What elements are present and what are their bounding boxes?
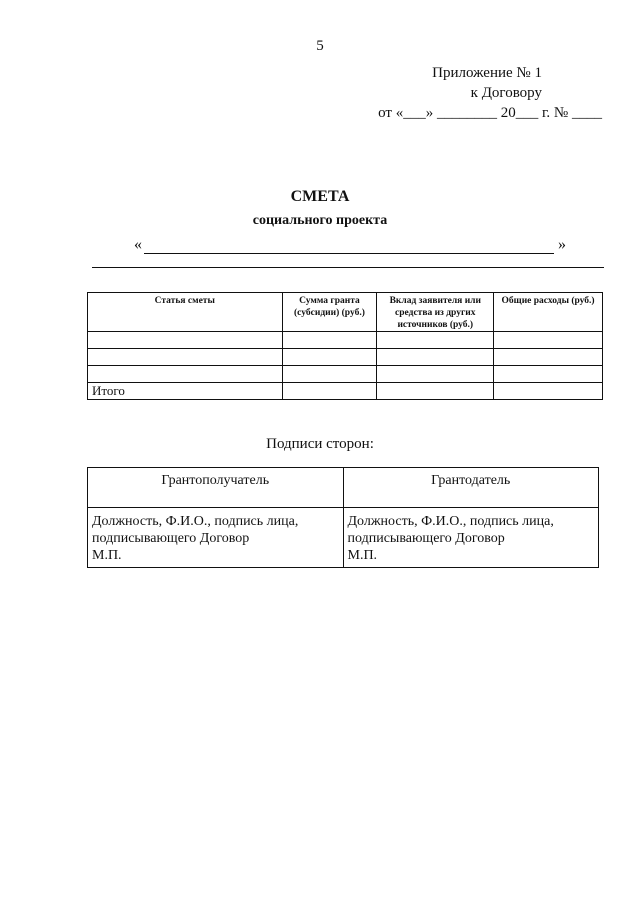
table-cell [88,366,283,383]
table-cell [494,366,603,383]
table-cell [377,332,494,349]
appendix-line-3: от «___» ________ 20___ г. № ____ [378,105,602,121]
table-row [88,349,603,366]
table-cell [88,332,283,349]
grantee-line-3: М.П. [92,548,122,563]
page-number: 5 [316,38,324,54]
grantee-header: Грантополучатель [88,468,344,508]
quote-close: » [558,236,566,253]
table-cell [494,383,603,400]
table-cell [377,366,494,383]
signatures-table [87,467,599,568]
grantor-line-1: Должность, Ф.И.О., подпись лица, [347,514,554,529]
table-total-row [88,383,603,400]
table-cell [282,349,377,366]
horizontal-rule [92,267,604,268]
table-cell [282,332,377,349]
header-grant-amount: Сумма гранта (субсидии) (руб.) [282,293,377,332]
table-cell [377,349,494,366]
estimate-table [87,292,603,400]
appendix-block [378,63,602,123]
header-applicant-contribution: Вклад заявителя или средства из других источников (руб.) [377,293,494,332]
signatures-title: Подписи сторон: [266,436,374,452]
table-cell [377,383,494,400]
grantor-line-3: М.П. [347,548,378,563]
quote-open: « [134,236,142,253]
header-total-expenses: Общие расходы (руб.) [494,293,603,332]
table-row [88,366,603,383]
grantee-line-2: подписывающего Договор [92,531,250,546]
grantor-signature-block [343,508,599,568]
grantor-header: Грантодатель [343,468,599,508]
table-cell [88,349,283,366]
table-cell [282,383,377,400]
table-cell [494,332,603,349]
project-name-underline [144,253,554,254]
grantee-line-1: Должность, Ф.И.О., подпись лица, [92,514,299,529]
table-cell [282,366,377,383]
table-row [88,332,603,349]
document-subtitle: социального проекта [252,213,388,228]
signatures-body-row [88,508,599,568]
appendix-line-2: к Договору [470,85,542,101]
table-cell [494,349,603,366]
signatures-header-row [88,468,599,508]
header-item: Статья сметы [88,293,283,332]
grantor-line-2: подписывающего Договор [347,531,505,546]
estimate-header-row [88,293,603,332]
total-label: Итого [88,383,283,400]
document-title: СМЕТА [290,188,350,205]
grantee-signature-block [88,508,344,568]
appendix-line-1: Приложение № 1 [432,65,542,81]
